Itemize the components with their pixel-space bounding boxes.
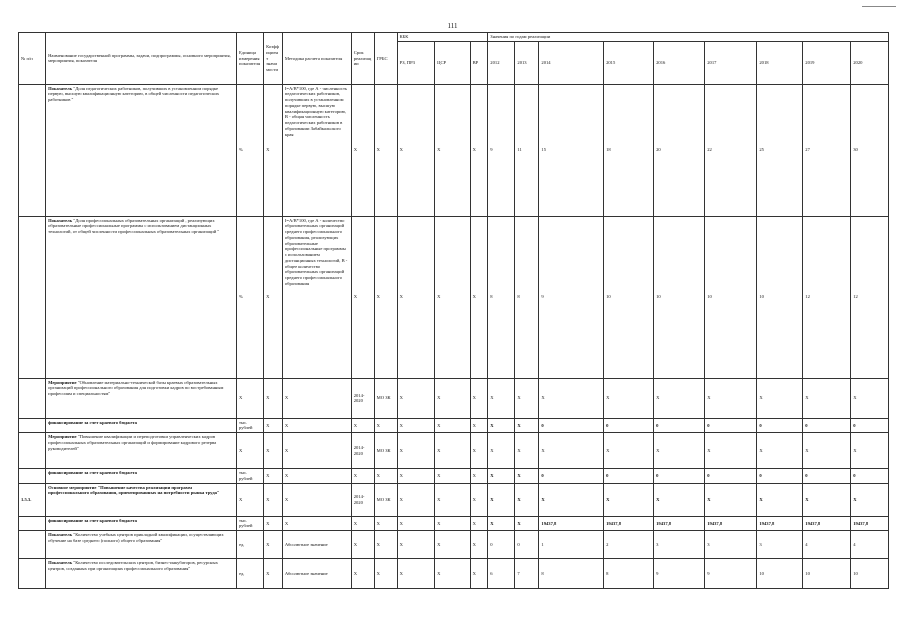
year-value-cell: 10 [851, 559, 889, 589]
row-number [19, 378, 46, 418]
header-kbk: КБК [397, 33, 488, 42]
grbs-cell: X [374, 531, 397, 559]
row-name [46, 559, 237, 589]
year-value-cell: X [851, 483, 889, 516]
method-cell: I=A/B*100, где А - количество образовательных организаций среднего профессионального образования, реализующих образовательные профессиональные программы с использованием дистанционных технологий, В - общее количество образовательных организаций среднего профессионального образования [282, 216, 351, 378]
row-name-text: "Количество учебных центров прикладной квалификации, осуществляющих обучение на базе среднего (полного) общего образования" [48, 532, 224, 543]
method-cell: X [282, 378, 351, 418]
kbk-vr-cell: X [470, 469, 488, 483]
header-year: 2019 [803, 41, 851, 84]
grbs-cell: X [374, 216, 397, 378]
year-value-cell: 6 [488, 559, 515, 589]
program-table [18, 32, 889, 589]
year-value-cell: 20 [654, 84, 705, 216]
year-value-cell: 19437,8 [803, 516, 851, 530]
kbk-rz-cell: X [397, 418, 435, 432]
year-value-cell: 8 [604, 559, 654, 589]
kbk-rz-cell: X [397, 84, 435, 216]
coef-cell: X [264, 469, 283, 483]
table-row [19, 559, 889, 589]
year-value-cell: 0 [488, 531, 515, 559]
year-value-cell: 15 [539, 84, 604, 216]
row-number [19, 516, 46, 530]
row-lead: Показатель [48, 560, 73, 566]
header-year: 2014 [539, 41, 604, 84]
row-name [46, 469, 237, 483]
year-value-cell: X [539, 433, 604, 469]
table-row [19, 516, 889, 530]
method-cell: Абсолютное значение [282, 531, 351, 559]
year-value-cell: X [803, 378, 851, 418]
year-value-cell: X [488, 483, 515, 516]
year-value-cell: 9 [488, 84, 515, 216]
kbk-vr-cell: X [470, 531, 488, 559]
year-value-cell: X [515, 469, 539, 483]
year-value-cell: X [488, 469, 515, 483]
header-year: 2016 [654, 41, 705, 84]
method-cell: X [282, 469, 351, 483]
row-name-text: финансирование за счет краевого бюджета [48, 517, 137, 523]
kbk-vr-cell: X [470, 433, 488, 469]
header-year: 2015 [604, 41, 654, 84]
year-value-cell: 0 [539, 469, 604, 483]
header-grbs: ГРБС [374, 33, 397, 85]
row-lead: Показатель [48, 217, 73, 223]
year-value-cell: 4 [851, 531, 889, 559]
grbs-cell: МО ЗК [374, 378, 397, 418]
year-value-cell: 10 [803, 559, 851, 589]
year-value-cell: 1 [539, 531, 604, 559]
unit-cell: тыс. рублей [236, 469, 263, 483]
table-body [19, 84, 889, 588]
header-kbk-rz: РЗ, ПР3 [397, 41, 435, 84]
grbs-cell: X [374, 559, 397, 589]
unit-cell: ед. [236, 531, 263, 559]
term-cell: X [351, 559, 374, 589]
kbk-vr-cell: X [470, 216, 488, 378]
kbk-csr-cell: X [435, 433, 470, 469]
grbs-cell: X [374, 84, 397, 216]
year-value-cell: 19437,8 [654, 516, 705, 530]
year-value-cell: X [757, 433, 803, 469]
year-value-cell: 7 [515, 559, 539, 589]
year-value-cell: X [539, 483, 604, 516]
header-method: Методика расчета показателя [282, 33, 351, 85]
year-value-cell: 3 [705, 531, 757, 559]
header-year: 2018 [757, 41, 803, 84]
coef-cell: X [264, 559, 283, 589]
year-value-cell: 4 [803, 531, 851, 559]
year-value-cell: 8 [488, 216, 515, 378]
year-value-cell: 0 [654, 469, 705, 483]
header-values-title: Значения по годам реализации [488, 33, 889, 42]
year-value-cell: 2 [604, 531, 654, 559]
kbk-vr-cell: X [470, 559, 488, 589]
year-value-cell: 8 [539, 559, 604, 589]
row-name-text: "Количество исследовательских центров, бизнес-инкубаторов, ресурсных центров, созданных при организациях профессионального образования" [48, 560, 218, 571]
year-value-cell: X [604, 433, 654, 469]
year-value-cell: 0 [604, 469, 654, 483]
kbk-csr-cell: X [435, 531, 470, 559]
year-value-cell: 10 [757, 216, 803, 378]
year-value-cell: 12 [851, 216, 889, 378]
year-value-cell: X [488, 516, 515, 530]
kbk-csr-cell: X [435, 84, 470, 216]
method-cell: X [282, 433, 351, 469]
header-term: Срок реализации [351, 33, 374, 85]
coef-cell: X [264, 483, 283, 516]
row-name-text: финансирование за счет краевого бюджета [48, 419, 137, 425]
row-number [19, 531, 46, 559]
term-cell: 2014-2020 [351, 433, 374, 469]
row-lead: Мероприятие [48, 434, 77, 440]
header-kbk-csr: ЦСР [435, 41, 470, 84]
year-value-cell: 10 [654, 216, 705, 378]
table-row [19, 84, 889, 216]
coef-cell: X [264, 84, 283, 216]
term-cell: X [351, 84, 374, 216]
row-number [19, 469, 46, 483]
coef-cell: X [264, 516, 283, 530]
row-name-text: "Доля профессиональных образовательных организаций , реализующих образовательные профессиональные программы с использованием дистанционных технологий, от общей численности профессиональных образовательных организаций " [48, 217, 220, 235]
year-value-cell: X [851, 433, 889, 469]
year-value-cell: X [705, 378, 757, 418]
grbs-cell: X [374, 418, 397, 432]
year-value-cell: 3 [654, 531, 705, 559]
term-cell: X [351, 418, 374, 432]
header-name: Наименование государственной программы, задачи, подпрограммы, основного мероприятия, мероприятия, показателя [46, 33, 237, 85]
year-value-cell: X [705, 483, 757, 516]
year-value-cell: X [803, 433, 851, 469]
header-year: 2017 [705, 41, 757, 84]
year-value-cell: X [515, 418, 539, 432]
year-value-cell: 19437,8 [539, 516, 604, 530]
coef-cell: X [264, 378, 283, 418]
year-value-cell: 18 [604, 84, 654, 216]
row-number [19, 433, 46, 469]
year-value-cell: X [488, 418, 515, 432]
row-name-text: "Доля педагогических работников, получивших в установленном порядке первую, высшую квалификационную категорию, в общей численности педагогических работников " [48, 85, 220, 103]
header-kbk-vr: ВР [470, 41, 488, 84]
kbk-csr-cell: X [435, 216, 470, 378]
year-value-cell: 19437,8 [757, 516, 803, 530]
header-coef: Коэффициент значимости [264, 33, 283, 85]
kbk-csr-cell: X [435, 469, 470, 483]
year-value-cell: 0 [851, 469, 889, 483]
header-year: 2012 [488, 41, 515, 84]
term-cell: X [351, 531, 374, 559]
coef-cell: X [264, 216, 283, 378]
coef-cell: X [264, 531, 283, 559]
year-value-cell: 9 [539, 216, 604, 378]
year-value-cell: 27 [803, 84, 851, 216]
row-name [46, 433, 237, 469]
header-year: 2020 [851, 41, 889, 84]
header-year: 2013 [515, 41, 539, 84]
term-cell: X [351, 469, 374, 483]
year-value-cell: 0 [705, 418, 757, 432]
unit-cell: тыс. рублей [236, 418, 263, 432]
year-value-cell: X [515, 433, 539, 469]
year-value-cell: 12 [803, 216, 851, 378]
coef-cell: X [264, 418, 283, 432]
year-value-cell: X [604, 378, 654, 418]
row-lead: Мероприятие [48, 379, 77, 385]
term-cell: X [351, 216, 374, 378]
kbk-rz-cell: X [397, 216, 435, 378]
table-row [19, 216, 889, 378]
year-value-cell: X [604, 483, 654, 516]
year-value-cell: X [851, 378, 889, 418]
year-value-cell: 25 [757, 84, 803, 216]
page-number: 111 [447, 22, 458, 30]
year-value-cell: 10 [604, 216, 654, 378]
row-number [19, 418, 46, 432]
kbk-vr-cell: X [470, 418, 488, 432]
year-value-cell: 9 [654, 559, 705, 589]
row-name [46, 378, 237, 418]
row-name-text: "Обновление материально-технической базы краевых образовательных организаций профессионального образования для подготовки кадров по востребованным профессиям и специальностям" [48, 379, 224, 397]
year-value-cell: 0 [604, 418, 654, 432]
row-name [46, 84, 237, 216]
kbk-rz-cell: X [397, 378, 435, 418]
kbk-vr-cell: X [470, 378, 488, 418]
row-lead: Показатель [48, 85, 73, 91]
kbk-rz-cell: X [397, 531, 435, 559]
year-value-cell: X [803, 483, 851, 516]
year-value-cell: X [488, 378, 515, 418]
kbk-vr-cell: X [470, 516, 488, 530]
kbk-vr-cell: X [470, 84, 488, 216]
year-value-cell: 3 [757, 531, 803, 559]
year-value-cell: X [515, 516, 539, 530]
year-value-cell: 0 [539, 418, 604, 432]
unit-cell: X [236, 433, 263, 469]
method-cell: X [282, 516, 351, 530]
method-cell: X [282, 418, 351, 432]
term-cell: X [351, 516, 374, 530]
row-name [46, 483, 237, 516]
year-value-cell: X [654, 378, 705, 418]
kbk-vr-cell: X [470, 483, 488, 516]
grbs-cell: X [374, 516, 397, 530]
header-unit: Единица измерения показателя [236, 33, 263, 85]
year-value-cell: X [515, 378, 539, 418]
kbk-rz-cell: X [397, 469, 435, 483]
kbk-csr-cell: X [435, 483, 470, 516]
unit-cell: тыс. рублей [236, 516, 263, 530]
unit-cell: X [236, 378, 263, 418]
year-value-cell: X [757, 483, 803, 516]
year-value-cell: 9 [705, 559, 757, 589]
year-value-cell: 0 [654, 418, 705, 432]
unit-cell: ед. [236, 559, 263, 589]
year-value-cell: 0 [803, 418, 851, 432]
row-name-text: "Повышение квалификации и переподготовки управленческих кадров профессиональных образовательных организаций и формирование кадрового резерва руководителей" [48, 434, 217, 451]
kbk-rz-cell: X [397, 433, 435, 469]
table-row [19, 418, 889, 432]
table-row [19, 531, 889, 559]
row-name [46, 216, 237, 378]
term-cell: 2014-2020 [351, 378, 374, 418]
year-value-cell: X [654, 483, 705, 516]
year-value-cell: X [515, 483, 539, 516]
year-value-cell: 22 [705, 84, 757, 216]
year-value-cell: X [654, 433, 705, 469]
header-num: № п/п [19, 33, 46, 85]
year-value-cell: X [488, 433, 515, 469]
row-name-text: финансирование за счет краевого бюджета [48, 470, 137, 476]
year-value-cell: 0 [803, 469, 851, 483]
table-row [19, 433, 889, 469]
year-value-cell: 0 [757, 469, 803, 483]
row-number [19, 216, 46, 378]
year-value-cell: 0 [757, 418, 803, 432]
table-row [19, 483, 889, 516]
year-value-cell: X [705, 433, 757, 469]
year-value-cell: 10 [757, 559, 803, 589]
year-value-cell: 19437,8 [604, 516, 654, 530]
year-value-cell: 10 [705, 216, 757, 378]
year-value-cell: 0 [705, 469, 757, 483]
year-value-cell: 19437,8 [705, 516, 757, 530]
row-number [19, 84, 46, 216]
year-value-cell: 0 [515, 531, 539, 559]
unit-cell: % [236, 216, 263, 378]
coef-cell: X [264, 433, 283, 469]
grbs-cell: МО ЗК [374, 433, 397, 469]
year-value-cell: 11 [515, 84, 539, 216]
kbk-csr-cell: X [435, 559, 470, 589]
row-number: 1.5.3. [19, 483, 46, 516]
table-row [19, 378, 889, 418]
row-name-text: Основное мероприятие "Повышение качества реализации программ профессионального образования, ориентированных на потребности рынка труда" [48, 484, 220, 496]
year-value-cell: 19437,8 [851, 516, 889, 530]
method-cell: X [282, 483, 351, 516]
row-name [46, 516, 237, 530]
unit-cell: % [236, 84, 263, 216]
table-row [19, 469, 889, 483]
row-name [46, 418, 237, 432]
year-value-cell: 0 [851, 418, 889, 432]
kbk-csr-cell: X [435, 378, 470, 418]
row-name [46, 531, 237, 559]
row-lead: Показатель [48, 532, 73, 538]
grbs-cell: МО ЗК [374, 483, 397, 516]
method-cell: I=A/B*100, где А - численность педагогических работников, получивших в установленном порядке первую, высшую квалификационную категорию, В - общая численность педагогических работников в образовании Забайкальского края [282, 84, 351, 216]
kbk-csr-cell: X [435, 516, 470, 530]
kbk-csr-cell: X [435, 418, 470, 432]
grbs-cell: X [374, 469, 397, 483]
year-value-cell: X [757, 378, 803, 418]
term-cell: 2014-2020 [351, 483, 374, 516]
row-number [19, 559, 46, 589]
unit-cell: X [236, 483, 263, 516]
kbk-rz-cell: X [397, 559, 435, 589]
year-value-cell: 30 [851, 84, 889, 216]
kbk-rz-cell: X [397, 483, 435, 516]
method-cell: Абсолютное значение [282, 559, 351, 589]
kbk-rz-cell: X [397, 516, 435, 530]
year-value-cell: 8 [515, 216, 539, 378]
year-value-cell: X [539, 378, 604, 418]
corner-mark [862, 6, 896, 7]
